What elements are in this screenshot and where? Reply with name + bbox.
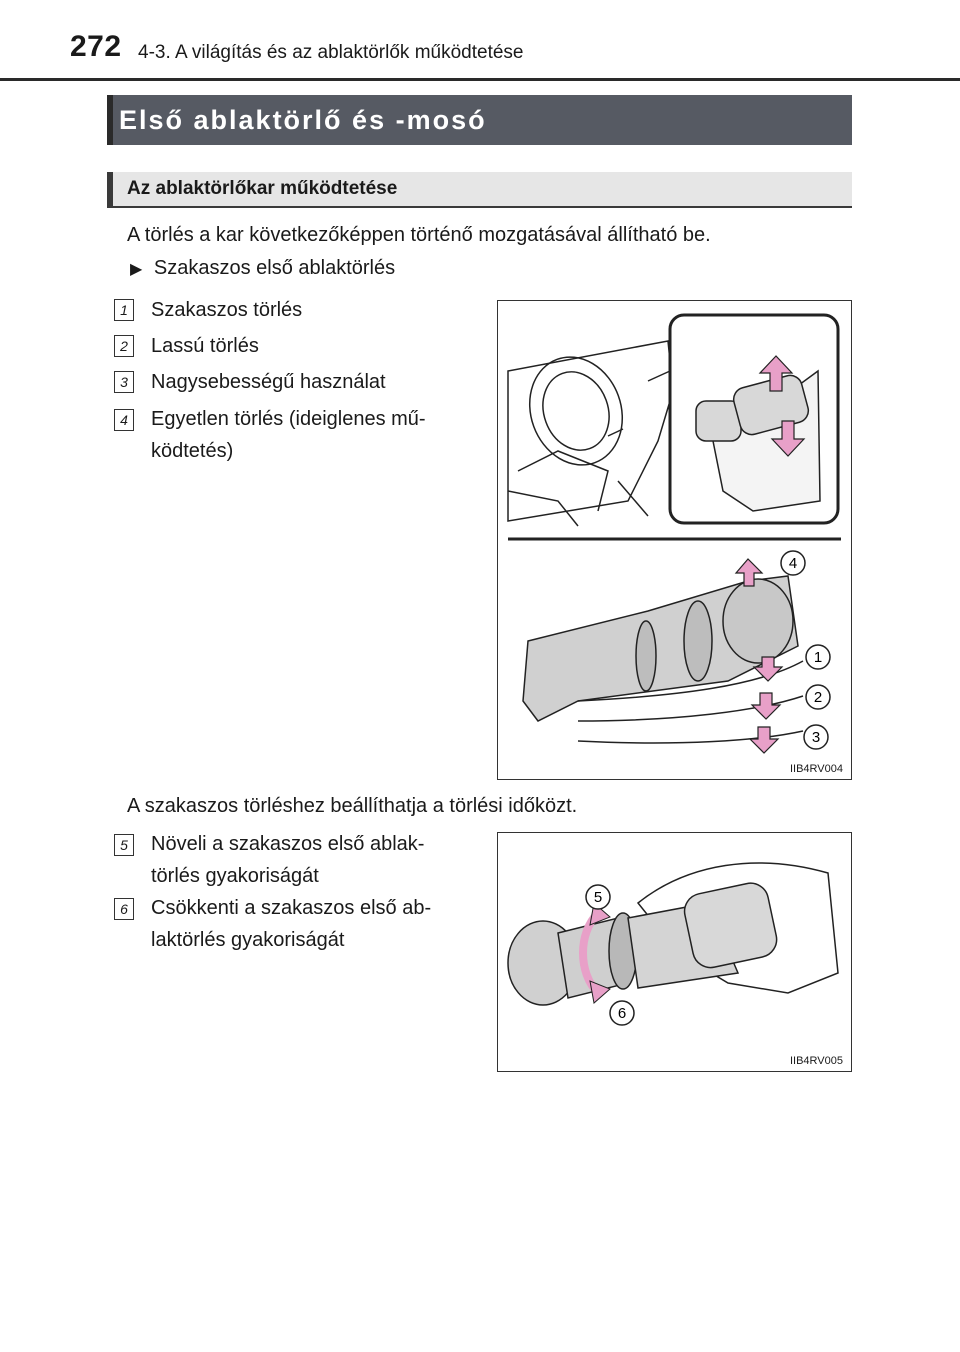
header-rule [0, 78, 960, 81]
intro-text: A törlés a kar következőképpen történő mozgatásával állítható be. [127, 224, 711, 246]
callout-label: 3 [811, 729, 821, 746]
callout-label: 4 [788, 555, 798, 572]
triangle-right-icon: ▶ [130, 261, 143, 278]
item-number: 6 [114, 898, 134, 920]
wiper-lever-illustration [498, 301, 851, 779]
callout-label: 5 [593, 889, 603, 906]
item-text: Nagysebességű használat [151, 371, 386, 393]
subsection-bar [107, 172, 852, 208]
item-number: 3 [114, 371, 134, 393]
item-text: Egyetlen törlés (ideiglenes mű- ködtetés) [151, 408, 426, 462]
arrow-down-icon [752, 693, 780, 719]
interval-dial-illustration [498, 833, 851, 1071]
item-number: 4 [114, 409, 134, 431]
callout-label: 1 [813, 649, 823, 666]
chapter-title: 4-3. A világítás és az ablaktörlők működtetése [138, 42, 524, 63]
item-text: Növeli a szakaszos első ablak- törlés gyakoriságát [151, 833, 425, 887]
interval-dial-figure [497, 832, 852, 1072]
item-number: 2 [114, 335, 134, 357]
bullet-text: Szakaszos első ablaktörlés [153, 257, 396, 279]
callout-label: 6 [617, 1005, 627, 1022]
section-title: Első ablaktörlő és -mosó [119, 105, 487, 135]
item-number: 5 [114, 834, 134, 856]
subsection-accent [107, 172, 113, 208]
subsection-title: Az ablaktörlőkar működtetése [127, 178, 398, 199]
page-header [0, 30, 960, 80]
page-number: 272 [70, 30, 122, 63]
item-text: Szakaszos törlés [151, 299, 303, 321]
section-title-accent [107, 95, 113, 145]
arrow-down-icon [750, 727, 778, 753]
wiper-lever-figure [497, 300, 852, 780]
item-text: Csökkenti a szakaszos első ab- laktörlés gyakoriságát [151, 897, 432, 951]
section-title-bar [107, 95, 852, 145]
figure-code: IIB4RV005 [789, 1055, 843, 1067]
bullet-item [130, 257, 395, 280]
callout-label: 2 [813, 689, 823, 706]
interval-text: A szakaszos törléshez beállíthatja a törlési időközt. [127, 795, 578, 817]
item-number: 1 [114, 299, 134, 321]
item-text: Lassú törlés [151, 335, 259, 357]
figure-code: IIB4RV004 [789, 763, 843, 775]
